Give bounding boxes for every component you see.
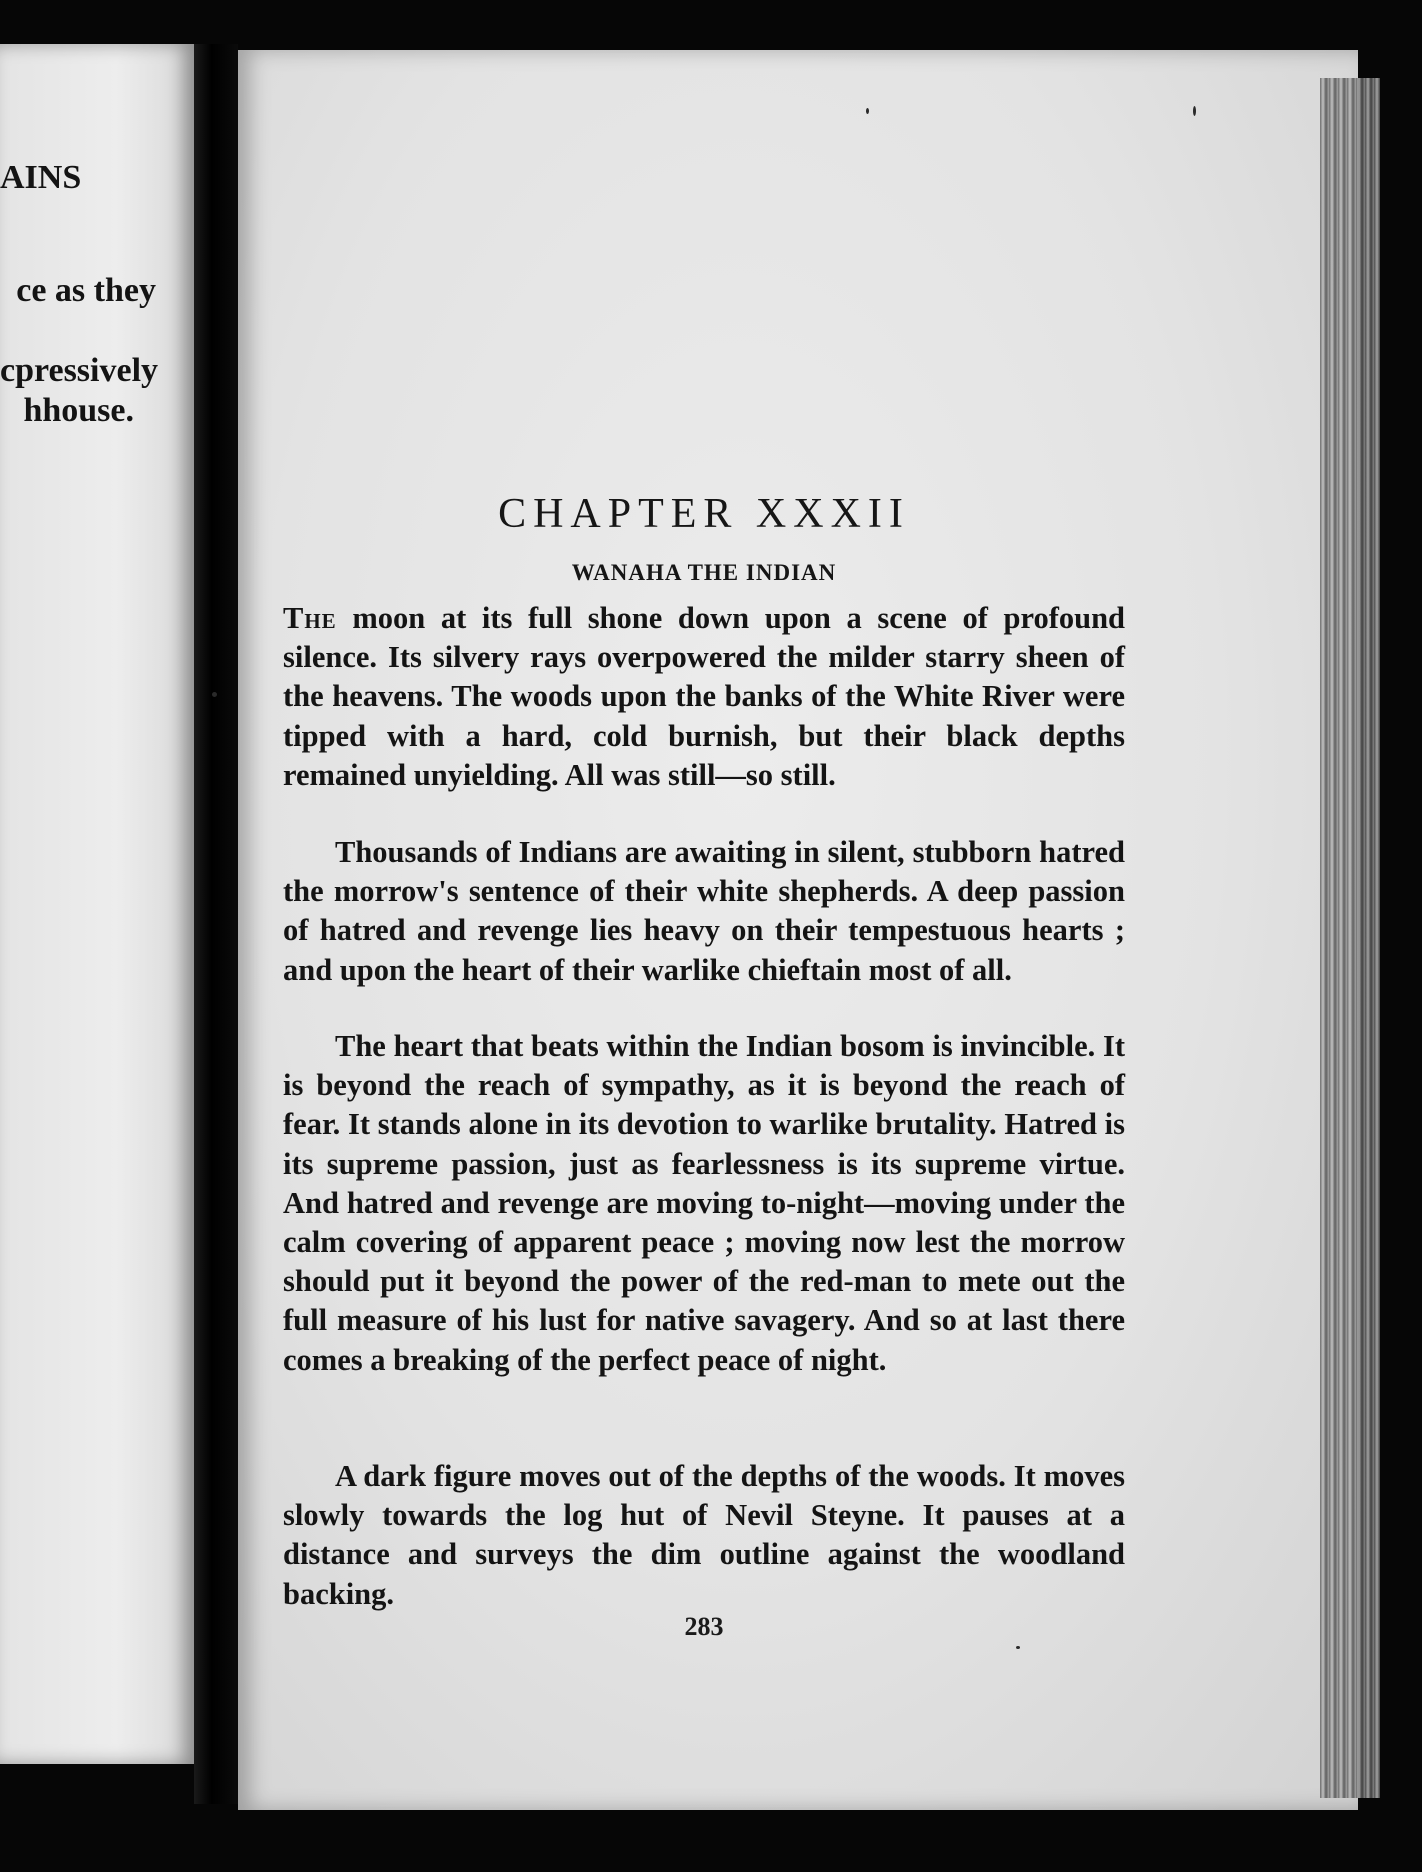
scan-speck [1193, 106, 1196, 116]
page-number: 283 [684, 1612, 724, 1641]
body-paragraph: A dark figure moves out of the depths of the woods. It moves slowly towards the log hut of Nevil Steyne. It pauses at a distance and surveys the dim outline against the woodland backing. [283, 1459, 1125, 1611]
scan-speck [212, 692, 217, 697]
body-paragraph [283, 599, 1125, 795]
left-page-heading-fragment: AINS [0, 159, 82, 196]
left-facing-page [0, 44, 194, 1764]
page-edges [1320, 78, 1380, 1798]
paragraph-lead-word: The [283, 601, 337, 635]
chapter-subtitle: WANAHA THE INDIAN [571, 560, 837, 586]
left-page-line: ce as they [16, 272, 156, 309]
chapter-title: CHAPTER XXXII [498, 491, 910, 538]
scan-speck [1016, 1646, 1020, 1649]
body-paragraph: Thousands of Indians are awaiting in silent, stubborn hatred the morrow's sentence of their white shepherds. A deep passion of hatred and revenge lies heavy on their tempestuous hearts ; and upon the heart of their warlike chieftain most of all. [283, 835, 1125, 987]
paragraph-text: moon at its full shone down upon a scene of profound silence. Its silvery rays overpowered the milder starry sheen of the heavens. The woods upon the banks of the White River were tipped with a hard, cold burnish, but their black depths remained unyielding. All was still—so still. [283, 601, 1125, 792]
book-gutter [194, 44, 238, 1804]
left-page-line: cpressively [0, 352, 159, 389]
left-page-line: hhouse. [23, 392, 134, 429]
scan-speck [866, 108, 869, 114]
body-paragraph: The heart that beats within the Indian bosom is invincible. It is beyond the reach of sympathy, as it is beyond the reach of fear. It stands alone in its devotion to warlike brutality. Hatred is its supreme passion, just as fearlessness is its supreme virtue. And hatred and revenge are moving to-night—moving under the calm covering of apparent peace ; moving now lest the morrow should put it beyond the power of the red-man to mete out the full measure of his lust for native savagery. And so at last there comes a breaking of the perfect peace of night. [283, 1029, 1125, 1377]
